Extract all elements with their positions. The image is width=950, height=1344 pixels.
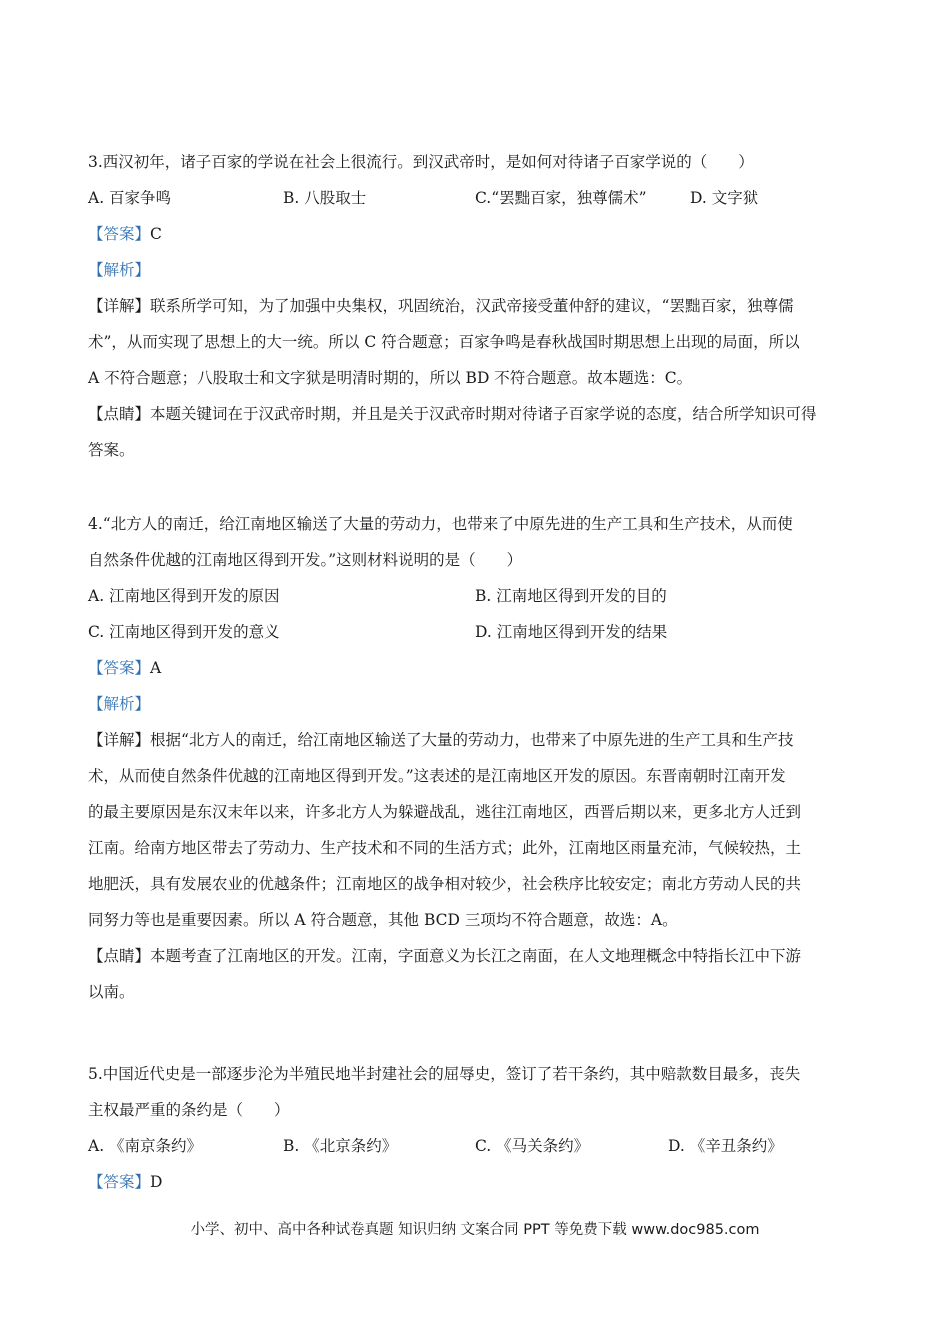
detail-line: A 不符合题意；八股取士和文字狱是明清时期的，所以 BD 不符合题意。故本题选：C。 (88, 369, 693, 387)
options-row (88, 1128, 868, 1164)
option-d: D. 文字狱 (690, 189, 759, 207)
analysis-tag: 【解析】 (88, 695, 151, 713)
answer-value: A (150, 659, 162, 677)
detail-line: 的最主要原因是东汉末年以来，许多北方人为躲避战乱，逃往江南地区，西晋后期以来，更多北方人迁到 (88, 803, 802, 821)
question-stem: 5.中国近代史是一部逐步沦为半殖民地半封建社会的屈辱史，签订了若干条约，其中赔款数目最多，丧失 (88, 1065, 801, 1083)
comment-tag: 【点睛】 (88, 947, 151, 965)
detail-text: 根据“北方人的南迁，给江南地区输送了大量的劳动力，也带来了中原先进的生产工具和生产技 (150, 731, 794, 749)
question-5 (88, 1056, 868, 1200)
answer-tag: 【答案】 (88, 225, 151, 243)
question-stem: 3.西汉初年，诸子百家的学说在社会上很流行。到汉武帝时，是如何对待诸子百家学说的（ ） (88, 153, 754, 171)
question-3 (88, 144, 868, 468)
answer-tag: 【答案】 (88, 1173, 151, 1191)
options-row (88, 614, 868, 650)
question-stem: 主权最严重的条约是（ ） (88, 1101, 290, 1119)
comment-line (88, 938, 868, 974)
detail-line: 术，从而使自然条件优越的江南地区得到开发。”这表述的是江南地区开发的原因。东晋南朝时江南开发 (88, 767, 786, 785)
option-a: A. 《南京条约》 (88, 1137, 203, 1155)
option-d: D. 江南地区得到开发的结果 (475, 623, 668, 641)
page-footer: 小学、初中、高中各种试卷真题 知识归纳 文案合同 PPT 等免费下载 www.doc985.com (190, 1222, 760, 1238)
comment-line: 答案。 (88, 441, 135, 459)
options-row (88, 578, 868, 614)
detail-line: 地肥沃，具有发展农业的优越条件；江南地区的战争相对较少，社会秩序比较安定；南北方劳动人民的共 (88, 875, 802, 893)
options-row (88, 180, 868, 216)
answer-value: D (150, 1173, 163, 1191)
detail-line: 术”，从而实现了思想上的大一统。所以 C 符合题意；百家争鸣是春秋战国时期思想上出现的局面，所以 (88, 333, 800, 351)
comment-text: 本题关键词在于汉武帝时期，并且是关于汉武帝时期对待诸子百家学说的态度，结合所学知识可得 (150, 405, 817, 423)
option-c: C. 江南地区得到开发的意义 (88, 623, 280, 641)
analysis-tag: 【解析】 (88, 261, 151, 279)
option-a: A. 百家争鸣 (88, 189, 172, 207)
answer-tag: 【答案】 (88, 659, 151, 677)
detail-tag: 【详解】 (88, 731, 151, 749)
detail-line: 江南。给南方地区带去了劳动力、生产技术和不同的生活方式；此外，江南地区雨量充沛，气候较热，土 (88, 839, 802, 857)
detail-line (88, 288, 868, 324)
answer-value: C (150, 225, 162, 243)
detail-tag: 【详解】 (88, 297, 151, 315)
detail-line (88, 722, 868, 758)
detail-line: 同努力等也是重要因素。所以 A 符合题意，其他 BCD 三项均不符合题意，故选：A。 (88, 911, 678, 929)
answer-line (88, 1164, 868, 1200)
option-b: B. 《北京条约》 (283, 1137, 398, 1155)
answer-line (88, 216, 868, 252)
option-b: B. 八股取士 (283, 189, 367, 207)
comment-line (88, 396, 868, 432)
comment-line: 以南。 (88, 983, 135, 1001)
option-c: C. 《马关条约》 (475, 1137, 590, 1155)
answer-line (88, 650, 868, 686)
question-stem: 自然条件优越的江南地区得到开发。”这则材料说明的是（ ） (88, 551, 523, 569)
option-d: D. 《辛丑条约》 (668, 1137, 783, 1155)
detail-text: 联系所学可知，为了加强中央集权，巩固统治，汉武帝接受董仲舒的建议，“罢黜百家，独尊儒 (150, 297, 794, 315)
option-b: B. 江南地区得到开发的目的 (475, 587, 667, 605)
option-c: C.“罢黜百家，独尊儒术” (475, 189, 647, 207)
question-4 (88, 506, 868, 1010)
comment-text: 本题考查了江南地区的开发。江南，字面意义为长江之南面，在人文地理概念中特指长江中下游 (150, 947, 802, 965)
option-a: A. 江南地区得到开发的原因 (88, 587, 280, 605)
question-stem: 4.“北方人的南迁，给江南地区输送了大量的劳动力，也带来了中原先进的生产工具和生产技术，从而使 (88, 515, 793, 533)
comment-tag: 【点睛】 (88, 405, 151, 423)
